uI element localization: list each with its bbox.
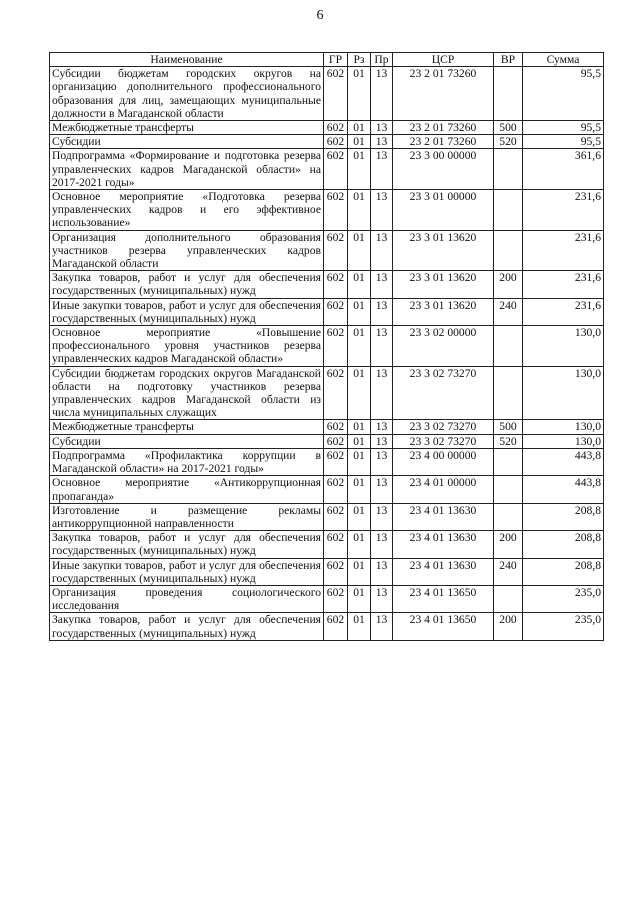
cell-vr: 200: [494, 613, 523, 640]
cell-sum: 95,5: [523, 135, 604, 149]
cell-pr: 13: [371, 230, 393, 271]
table-row: [50, 503, 604, 530]
header-gr: ГР: [324, 53, 348, 67]
cell-csr: 23 3 01 13620: [393, 298, 494, 325]
cell-pr: 13: [371, 613, 393, 640]
cell-rz: 01: [348, 298, 371, 325]
cell-gr: 602: [324, 476, 348, 503]
cell-rz: 01: [348, 67, 371, 121]
cell-gr: 602: [324, 326, 348, 367]
cell-pr: 13: [371, 420, 393, 434]
cell-rz: 01: [348, 121, 371, 135]
cell-csr: 23 4 01 13630: [393, 558, 494, 585]
cell-csr: 23 3 01 13620: [393, 230, 494, 271]
table-row: [50, 326, 604, 367]
cell-pr: 13: [371, 326, 393, 367]
cell-name: Межбюджетные трансферты: [50, 121, 324, 135]
cell-vr: 240: [494, 558, 523, 585]
cell-csr: 23 3 01 13620: [393, 271, 494, 298]
cell-sum: 208,8: [523, 503, 604, 530]
cell-name: Субсидии бюджетам городских округов на организацию дополнительного профессионального образования для лиц, замещающих муниципальные должности в Магаданской области: [50, 67, 324, 121]
cell-rz: 01: [348, 190, 371, 231]
cell-gr: 602: [324, 420, 348, 434]
cell-name: Иные закупки товаров, работ и услуг для обеспечения государственных (муниципальных) нужд: [50, 298, 324, 325]
table-row: [50, 558, 604, 585]
cell-gr: 602: [324, 531, 348, 558]
cell-csr: 23 3 02 73270: [393, 434, 494, 448]
table-row: [50, 448, 604, 475]
table-row: [50, 366, 604, 420]
cell-sum: 130,0: [523, 420, 604, 434]
cell-name: Субсидии: [50, 135, 324, 149]
cell-vr: [494, 503, 523, 530]
table-row: [50, 585, 604, 612]
header-name: Наименование: [50, 53, 324, 67]
cell-vr: 520: [494, 135, 523, 149]
cell-name: Основное мероприятие «Антикоррупционная пропаганда»: [50, 476, 324, 503]
cell-sum: 208,8: [523, 531, 604, 558]
cell-gr: 602: [324, 366, 348, 420]
cell-sum: 231,6: [523, 271, 604, 298]
cell-sum: 231,6: [523, 298, 604, 325]
cell-sum: 130,0: [523, 366, 604, 420]
table-row: [50, 613, 604, 640]
cell-gr: 602: [324, 190, 348, 231]
cell-pr: 13: [371, 434, 393, 448]
cell-csr: 23 4 01 13650: [393, 613, 494, 640]
cell-pr: 13: [371, 190, 393, 231]
cell-pr: 13: [371, 366, 393, 420]
table-row: [50, 420, 604, 434]
cell-rz: 01: [348, 476, 371, 503]
cell-name: Основное мероприятие «Подготовка резерва управленческих кадров и его эффективное использование»: [50, 190, 324, 231]
cell-csr: 23 3 01 00000: [393, 190, 494, 231]
cell-gr: 602: [324, 121, 348, 135]
cell-sum: 443,8: [523, 476, 604, 503]
cell-sum: 443,8: [523, 448, 604, 475]
cell-vr: [494, 149, 523, 190]
cell-vr: 240: [494, 298, 523, 325]
header-csr: ЦСР: [393, 53, 494, 67]
cell-name: Иные закупки товаров, работ и услуг для обеспечения государственных (муниципальных) нужд: [50, 558, 324, 585]
cell-vr: [494, 585, 523, 612]
cell-gr: 602: [324, 613, 348, 640]
table-row: [50, 67, 604, 121]
cell-name: Закупка товаров, работ и услуг для обеспечения государственных (муниципальных) нужд: [50, 271, 324, 298]
cell-gr: 602: [324, 298, 348, 325]
cell-pr: 13: [371, 448, 393, 475]
cell-gr: 602: [324, 585, 348, 612]
cell-csr: 23 4 01 00000: [393, 476, 494, 503]
cell-sum: 130,0: [523, 434, 604, 448]
cell-gr: 602: [324, 67, 348, 121]
cell-vr: [494, 326, 523, 367]
cell-gr: 602: [324, 230, 348, 271]
table-row: [50, 135, 604, 149]
cell-name: Подпрограмма «Формирование и подготовка резерва управленческих кадров Магаданской области» на 2017-2021 годы»: [50, 149, 324, 190]
cell-pr: 13: [371, 531, 393, 558]
header-sum: Сумма: [523, 53, 604, 67]
cell-vr: [494, 190, 523, 231]
cell-rz: 01: [348, 366, 371, 420]
cell-sum: 231,6: [523, 190, 604, 231]
cell-rz: 01: [348, 420, 371, 434]
cell-sum: 130,0: [523, 326, 604, 367]
cell-vr: [494, 67, 523, 121]
cell-csr: 23 2 01 73260: [393, 135, 494, 149]
cell-gr: 602: [324, 135, 348, 149]
cell-rz: 01: [348, 271, 371, 298]
cell-sum: 95,5: [523, 67, 604, 121]
cell-pr: 13: [371, 585, 393, 612]
cell-name: Организация проведения социологического исследования: [50, 585, 324, 612]
cell-gr: 602: [324, 149, 348, 190]
cell-pr: 13: [371, 558, 393, 585]
cell-rz: 01: [348, 448, 371, 475]
cell-sum: 231,6: [523, 230, 604, 271]
table-row: [50, 149, 604, 190]
cell-sum: 235,0: [523, 613, 604, 640]
table-row: [50, 434, 604, 448]
cell-pr: 13: [371, 476, 393, 503]
cell-name: Закупка товаров, работ и услуг для обеспечения государственных (муниципальных) нужд: [50, 531, 324, 558]
header-vr: ВР: [494, 53, 523, 67]
cell-name: Подпрограмма «Профилактика коррупции в Магаданской области» на 2017-2021 годы»: [50, 448, 324, 475]
cell-name: Межбюджетные трансферты: [50, 420, 324, 434]
cell-rz: 01: [348, 558, 371, 585]
cell-gr: 602: [324, 448, 348, 475]
cell-vr: [494, 476, 523, 503]
table-header-row: [50, 53, 604, 67]
cell-gr: 602: [324, 558, 348, 585]
cell-pr: 13: [371, 298, 393, 325]
cell-gr: 602: [324, 271, 348, 298]
cell-vr: 520: [494, 434, 523, 448]
cell-rz: 01: [348, 326, 371, 367]
cell-vr: 500: [494, 121, 523, 135]
cell-name: Изготовление и размещение рекламы антикоррупционной направленности: [50, 503, 324, 530]
cell-rz: 01: [348, 585, 371, 612]
table-row: [50, 476, 604, 503]
table-row: [50, 298, 604, 325]
cell-pr: 13: [371, 149, 393, 190]
cell-vr: 200: [494, 531, 523, 558]
cell-csr: 23 2 01 73260: [393, 121, 494, 135]
cell-vr: 500: [494, 420, 523, 434]
cell-rz: 01: [348, 531, 371, 558]
cell-vr: 200: [494, 271, 523, 298]
table-row: [50, 230, 604, 271]
cell-sum: 361,6: [523, 149, 604, 190]
cell-rz: 01: [348, 434, 371, 448]
cell-name: Организация дополнительного образования участников резерва управленческих кадров Магаданской области: [50, 230, 324, 271]
cell-rz: 01: [348, 149, 371, 190]
table-row: [50, 121, 604, 135]
cell-pr: 13: [371, 503, 393, 530]
cell-csr: 23 4 00 00000: [393, 448, 494, 475]
cell-rz: 01: [348, 613, 371, 640]
cell-csr: 23 3 02 73270: [393, 420, 494, 434]
cell-csr: 23 3 00 00000: [393, 149, 494, 190]
cell-rz: 01: [348, 503, 371, 530]
cell-sum: 208,8: [523, 558, 604, 585]
cell-csr: 23 4 01 13630: [393, 531, 494, 558]
cell-csr: 23 3 02 00000: [393, 326, 494, 367]
cell-pr: 13: [371, 67, 393, 121]
cell-vr: [494, 448, 523, 475]
cell-rz: 01: [348, 135, 371, 149]
cell-gr: 602: [324, 434, 348, 448]
table-row: [50, 190, 604, 231]
cell-name: Закупка товаров, работ и услуг для обеспечения государственных (муниципальных) нужд: [50, 613, 324, 640]
cell-sum: 235,0: [523, 585, 604, 612]
cell-vr: [494, 366, 523, 420]
budget-table: [49, 52, 604, 641]
cell-pr: 13: [371, 271, 393, 298]
cell-name: Субсидии: [50, 434, 324, 448]
cell-csr: 23 3 02 73270: [393, 366, 494, 420]
cell-csr: 23 4 01 13630: [393, 503, 494, 530]
cell-pr: 13: [371, 135, 393, 149]
cell-gr: 602: [324, 503, 348, 530]
cell-sum: 95,5: [523, 121, 604, 135]
cell-csr: 23 2 01 73260: [393, 67, 494, 121]
page-number: 6: [316, 8, 324, 23]
cell-name: Субсидии бюджетам городских округов Магаданской области на подготовку участников резерва управленческих кадров Магаданской области из числа муниципальных служащих: [50, 366, 324, 420]
cell-rz: 01: [348, 230, 371, 271]
cell-name: Основное мероприятие «Повышение профессионального уровня участников резерва управленческих кадров Магаданской области»: [50, 326, 324, 367]
cell-csr: 23 4 01 13650: [393, 585, 494, 612]
cell-vr: [494, 230, 523, 271]
header-pr: Пр: [371, 53, 393, 67]
table-row: [50, 271, 604, 298]
cell-pr: 13: [371, 121, 393, 135]
table-row: [50, 531, 604, 558]
header-rz: Рз: [348, 53, 371, 67]
